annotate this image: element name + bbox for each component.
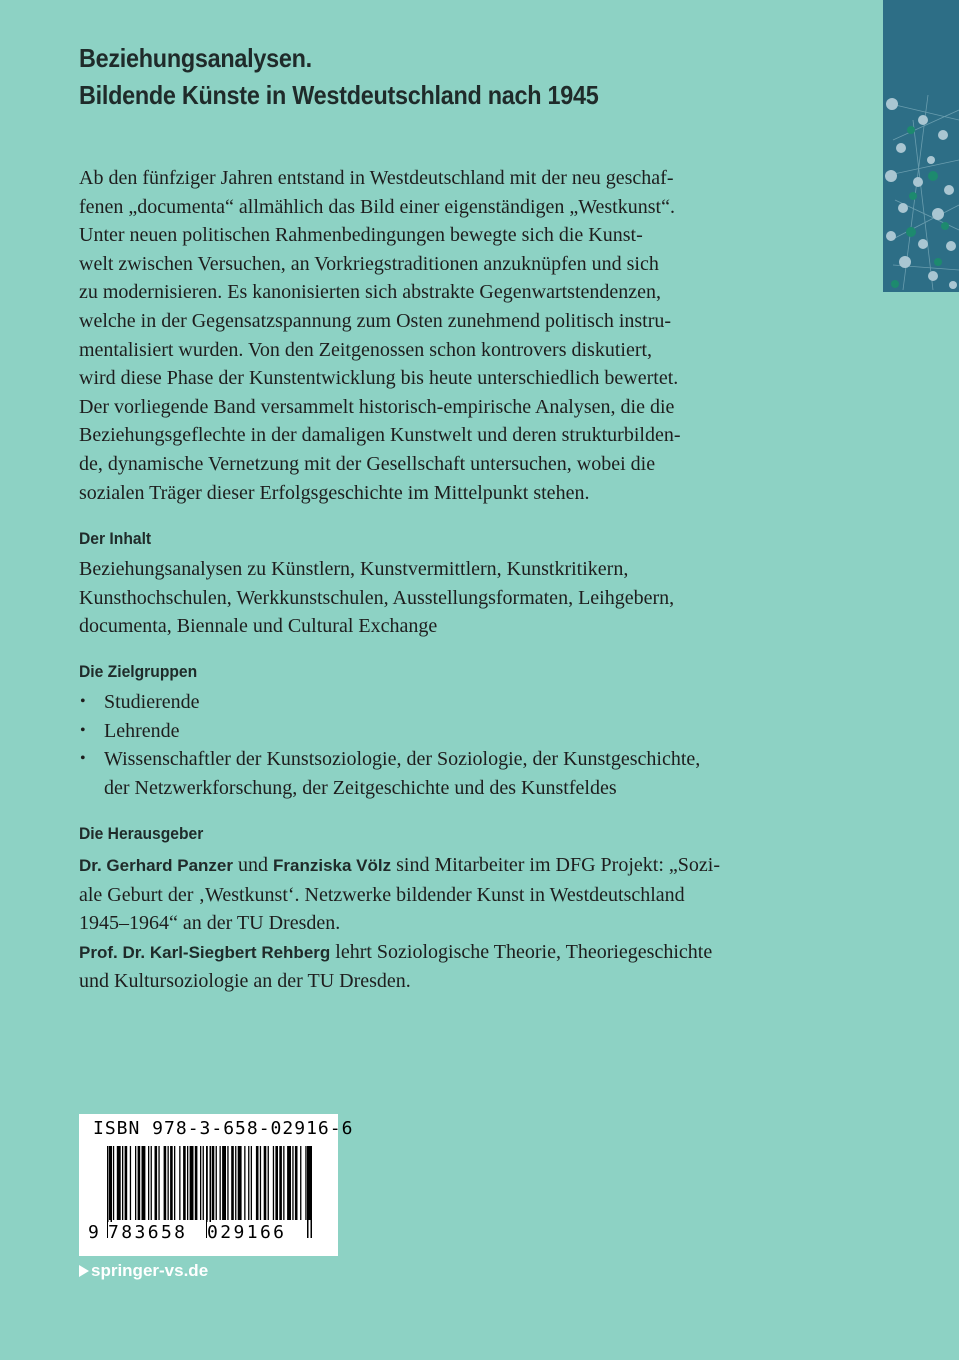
list-item-text: • Lehrende (104, 719, 180, 742)
intro-line: fenen „documenta“ allmählich das Bild einer eigenständigen „Westkunst“. (79, 195, 675, 218)
barcode-bar (283, 1146, 284, 1220)
barcode-bar (158, 1146, 159, 1220)
barcode-bar (235, 1146, 236, 1220)
intro-line: zu modernisieren. Es kanonisierten sich abstrakte Gegenwartstendenzen, (79, 281, 662, 304)
intro-line: de, dynamische Vernetzung mit der Gesellschaft untersuchen, wobei die (79, 452, 656, 475)
editor-bio-text: sind Mitarbeiter im DFG Projekt: „Sozi- (391, 854, 720, 876)
title-line-2: Bildende Künste in Westdeutschland nach 1945 (79, 80, 599, 110)
intro-line: wird diese Phase der Kunstentwicklung bis heute unterschiedlich bewertet. (79, 367, 679, 390)
barcode-bar (238, 1146, 242, 1220)
intro-line: sozialen Träger dieser Erfolgsgeschichte im Mittelpunkt stehen. (79, 481, 590, 504)
barcode-bar (148, 1146, 149, 1220)
barcode-bar (273, 1146, 274, 1220)
barcode-bar (216, 1146, 217, 1220)
barcode-digits-left: 783658 (108, 1222, 188, 1243)
barcode-bar (295, 1146, 298, 1220)
barcode-bar (195, 1146, 198, 1220)
cover-network-graphic (883, 0, 959, 292)
book-title (79, 40, 599, 114)
network-dots-graphic (883, 0, 959, 292)
herausgeber-line: und Kultursoziologie an der TU Dresden. (79, 970, 411, 993)
list-item-text: • Wissenschaftler der Kunstsoziologie, der Soziologie, der Kunstgeschichte, (104, 748, 701, 771)
isbn-label: ISBN 978-3-658-02916-6 (93, 1118, 354, 1139)
title-line-1: Beziehungsanalysen. (79, 43, 312, 73)
barcode-bar (142, 1146, 146, 1220)
triangle-right-icon (79, 1265, 89, 1277)
intro-line: Beziehungsgeflechte in der damaligen Kunstwelt und deren strukturbilden- (79, 424, 681, 447)
isbn-barcode (79, 1114, 354, 1256)
intro-line: Ab den fünfziger Jahren entstand in Westdeutschland mit der neu geschaf- (79, 167, 674, 189)
barcode-bar (164, 1146, 167, 1220)
barcode-bar (248, 1146, 249, 1220)
herausgeber-line (79, 938, 790, 968)
herausgeber-paragraph (79, 851, 790, 996)
barcode-bar (212, 1146, 215, 1220)
barcode-bar (187, 1146, 188, 1220)
inhalt-heading: Der Inhalt (79, 529, 152, 548)
barcode-bar (183, 1146, 186, 1220)
barcode-bar (151, 1146, 152, 1220)
barcode-bar (231, 1146, 234, 1220)
inhalt-paragraph (79, 555, 790, 641)
editor-name: Dr. Gerhard Panzer (79, 856, 234, 875)
barcode-bar (305, 1146, 306, 1220)
barcode-bar (227, 1146, 228, 1220)
barcode-bar (170, 1146, 173, 1220)
herausgeber-line (79, 851, 790, 881)
list-item-text: der Netzwerkforschung, der Zeitgeschichte und des Kunstfeldes (104, 776, 617, 799)
herausgeber-line: 1945–1964“ an der TU Dresden. (79, 912, 341, 935)
barcode-bar (222, 1146, 226, 1220)
publisher-website[interactable] (79, 1261, 208, 1281)
barcode-bar (292, 1146, 293, 1220)
barcode-bar (168, 1146, 169, 1220)
intro-line: welche in der Gegensatzspannung zum Osten zunehmend politisch instru- (79, 309, 672, 332)
connector-text: und (233, 854, 274, 876)
herausgeber-line: ale Geburt der ‚Westkunst‘. Netzwerke bildender Kunst in Westdeutschland (79, 883, 685, 906)
barcode-bar (155, 1146, 158, 1220)
barcode-bar (130, 1146, 131, 1220)
barcode-bar (300, 1146, 301, 1220)
zielgruppen-heading: Die Zielgruppen (79, 662, 198, 681)
list-item (79, 745, 790, 802)
barcode-bar (251, 1146, 252, 1220)
barcode-bar (264, 1146, 267, 1220)
barcode-digits-right: 029166 (207, 1222, 287, 1243)
inhalt-line: Beziehungsanalysen zu Künstlern, Kunstvermittlern, Kunstkritikern, (79, 558, 629, 580)
barcode-guard-bar (307, 1146, 309, 1238)
list-item (79, 717, 790, 746)
barcode-guard-bar (311, 1146, 313, 1238)
intro-line: Unter neuen politischen Rahmenbedingungen bewegte sich die Kunst- (79, 224, 643, 247)
description-paragraph (79, 164, 790, 507)
barcode-bar (135, 1146, 136, 1220)
herausgeber-heading: Die Herausgeber (79, 824, 204, 843)
barcode-bar (279, 1146, 282, 1220)
barcode-bar (220, 1146, 221, 1220)
barcode-bar (256, 1146, 259, 1220)
barcode-bar (117, 1146, 121, 1220)
barcode-digit-first: 9 (88, 1222, 102, 1243)
intro-line: welt zwischen Versuchen, an Vorkriegstraditionen anzuknüpfen und sich (79, 252, 659, 275)
barcode-bar (275, 1146, 278, 1220)
inhalt-line: Kunsthochschulen, Werkkunstschulen, Ausstellungsformaten, Leihgebern, (79, 586, 675, 609)
barcode-bar (125, 1146, 128, 1220)
barcode-bar (260, 1146, 261, 1220)
barcode-bar (287, 1146, 291, 1220)
intro-line: mentalisiert wurden. Von den Zeitgenossen schon kontrovers diskutiert, (79, 338, 653, 361)
barcode-bar (174, 1146, 175, 1220)
barcode-bar (113, 1146, 114, 1220)
intro-line: Der vorliegende Band versammelt historisch-empirische Analysen, die die (79, 395, 675, 418)
barcode-bar (200, 1146, 201, 1220)
website-text: springer-vs.de (91, 1261, 209, 1280)
barcode-bar (268, 1146, 269, 1220)
editor-name: Prof. Dr. Karl-Siegbert Rehberg (79, 942, 331, 962)
editor-bio-text: lehrt Soziologische Theorie, Theoriegeschichte (330, 940, 713, 963)
barcode-bar (138, 1146, 141, 1220)
barcode-bar (179, 1146, 180, 1220)
barcode-bar (190, 1146, 194, 1220)
barcode-bar (244, 1146, 245, 1220)
editor-name: Franziska Völz (273, 856, 392, 875)
list-item (79, 688, 790, 717)
list-item-text: • Studierende (104, 691, 200, 713)
barcode-bar (203, 1146, 204, 1220)
barcode-bar (122, 1146, 123, 1220)
inhalt-line: documenta, Biennale und Cultural Exchange (79, 615, 438, 638)
zielgruppen-list (79, 688, 790, 802)
